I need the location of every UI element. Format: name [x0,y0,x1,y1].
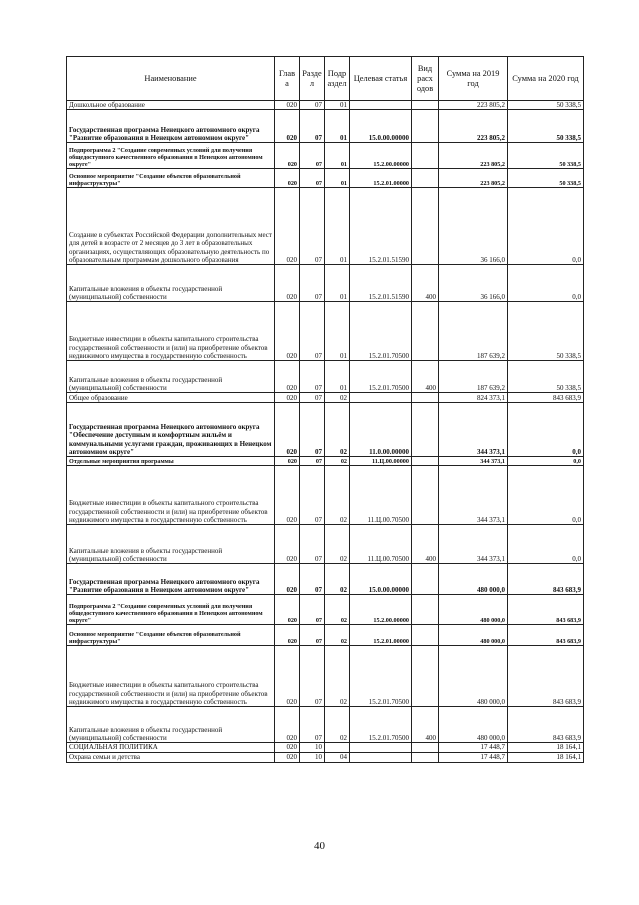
cell-podrazdel: 02 [325,403,350,457]
table-row [67,393,584,403]
cell-article: 15.0.00.00000 [350,564,412,595]
cell-sum-2019: 344 373,1 [439,466,508,525]
cell-glava: 020 [275,595,300,625]
table-row [67,752,584,762]
table-row [67,361,584,393]
cell-vid [412,595,439,625]
cell-podrazdel: 02 [325,707,350,743]
cell-name: Государственная программа Ненецкого автономного округа "Развитие образования в Ненецком автономном округе" [67,564,275,595]
cell-razdel: 07 [300,188,325,265]
cell-name: Капитальные вложения в объекты государственной (муниципальной) собственности [67,707,275,743]
cell-podrazdel: 02 [325,595,350,625]
cell-glava: 020 [275,466,300,525]
cell-sum-2019: 36 166,0 [439,188,508,265]
cell-article: 15.0.00.00000 [350,110,412,143]
cell-razdel: 10 [300,743,325,752]
cell-glava: 020 [275,265,300,302]
cell-article: 11.0.00.00000 [350,403,412,457]
table-row [67,188,584,265]
cell-sum-2019: 223 805,2 [439,110,508,143]
cell-razdel: 07 [300,101,325,110]
cell-sum-2019: 480 000,0 [439,595,508,625]
table-row [67,595,584,625]
cell-glava: 020 [275,707,300,743]
cell-razdel: 07 [300,143,325,169]
cell-sum-2019: 344 373,1 [439,457,508,466]
cell-sum-2020: 843 683,9 [508,625,584,646]
cell-vid [412,302,439,361]
cell-sum-2019: 480 000,0 [439,707,508,743]
cell-name: Основное мероприятие "Создание объектов образовательной инфраструктуры" [67,169,275,188]
cell-glava: 020 [275,752,300,762]
cell-sum-2020: 50 338,5 [508,302,584,361]
cell-name: Капитальные вложения в объекты государственной (муниципальной) собственности [67,525,275,564]
cell-razdel: 07 [300,361,325,393]
cell-sum-2020: 50 338,5 [508,361,584,393]
cell-glava: 020 [275,525,300,564]
cell-sum-2019: 344 373,1 [439,525,508,564]
cell-glava: 020 [275,143,300,169]
cell-name: Бюджетные инвестиции в объекты капитального строительства государственной собственности и (или) на приобретение объектов недвижимого имущества в государственную собственность [67,466,275,525]
cell-razdel: 07 [300,564,325,595]
header-sum-2019: Сумма на 2019 год [439,57,508,101]
cell-vid: 400 [412,525,439,564]
cell-article: 11.Ц.00.00000 [350,457,412,466]
header-glava: Глав а [275,57,300,101]
cell-vid [412,403,439,457]
cell-podrazdel: 02 [325,457,350,466]
cell-name: Подпрограмма 2 "Создание современных условий для получения общедоступного качественного образования в Ненецком автономном округе" [67,595,275,625]
cell-sum-2020: 0,0 [508,265,584,302]
cell-article: 11.Ц.00.70500 [350,525,412,564]
cell-sum-2019: 36 166,0 [439,265,508,302]
cell-article: 15.2.01.00000 [350,169,412,188]
cell-razdel: 07 [300,625,325,646]
cell-name: Охрана семьи и детства [67,752,275,762]
cell-razdel: 07 [300,466,325,525]
cell-vid [412,743,439,752]
cell-sum-2019: 223 805,2 [439,101,508,110]
table-row [67,457,584,466]
cell-sum-2019: 480 000,0 [439,646,508,707]
cell-razdel: 07 [300,525,325,564]
cell-sum-2020: 18 164,1 [508,752,584,762]
cell-razdel: 07 [300,393,325,403]
cell-article: 15.2.01.70500 [350,646,412,707]
table-row [67,265,584,302]
cell-razdel: 07 [300,110,325,143]
cell-sum-2019: 223 805,2 [439,169,508,188]
cell-article: 15.2.01.70500 [350,302,412,361]
header-razdel: Разде л [300,57,325,101]
cell-vid [412,752,439,762]
cell-sum-2020: 0,0 [508,466,584,525]
cell-vid: 400 [412,265,439,302]
cell-sum-2020: 0,0 [508,188,584,265]
cell-vid [412,466,439,525]
cell-razdel: 07 [300,646,325,707]
cell-glava: 020 [275,625,300,646]
cell-podrazdel: 02 [325,564,350,595]
cell-sum-2020: 18 164,1 [508,743,584,752]
table-row [67,743,584,752]
cell-name: Государственная программа Ненецкого автономного округа "Развитие образования в Ненецком автономном округе" [67,110,275,143]
cell-article: 15.2.01.51590 [350,188,412,265]
cell-sum-2019: 223 805,2 [439,143,508,169]
cell-glava: 020 [275,169,300,188]
table-row [67,525,584,564]
header-sum-2020: Сумма на 2020 год [508,57,584,101]
cell-podrazdel: 01 [325,302,350,361]
cell-vid [412,457,439,466]
cell-vid [412,646,439,707]
cell-razdel: 07 [300,169,325,188]
header-vid: Вид расх одов [412,57,439,101]
cell-vid: 400 [412,707,439,743]
cell-glava: 020 [275,110,300,143]
cell-sum-2019: 187 639,2 [439,361,508,393]
cell-article: 15.2.01.51590 [350,265,412,302]
cell-article: 15.2.01.70500 [350,707,412,743]
cell-glava: 020 [275,743,300,752]
cell-name: Бюджетные инвестиции в объекты капитального строительства государственной собственности и (или) на приобретение объектов недвижимого имущества в государственную собственность [67,302,275,361]
cell-razdel: 07 [300,595,325,625]
cell-sum-2019: 480 000,0 [439,625,508,646]
cell-podrazdel: 02 [325,525,350,564]
table-row [67,110,584,143]
budget-table [66,56,584,763]
table-row [67,101,584,110]
cell-glava: 020 [275,101,300,110]
header-name: Наименование [67,57,275,101]
cell-podrazdel: 02 [325,393,350,403]
cell-article: 15.2.01.70500 [350,361,412,393]
cell-name: Отдельные мероприятия программы [67,457,275,466]
cell-sum-2020: 50 338,5 [508,143,584,169]
table-row [67,646,584,707]
table-row [67,625,584,646]
cell-vid [412,393,439,403]
cell-name: Основное мероприятие "Создание объектов образовательной инфраструктуры" [67,625,275,646]
cell-podrazdel: 01 [325,361,350,393]
cell-name: Капитальные вложения в объекты государственной (муниципальной) собственности [67,361,275,393]
table-row [67,707,584,743]
cell-article [350,101,412,110]
cell-article: 11.Ц.00.70500 [350,466,412,525]
cell-glava: 020 [275,188,300,265]
cell-vid: 400 [412,361,439,393]
header-article: Целевая статья [350,57,412,101]
cell-name: Дошкольное образование [67,101,275,110]
cell-podrazdel: 01 [325,143,350,169]
cell-sum-2020: 843 683,9 [508,595,584,625]
page-number: 40 [314,840,325,852]
cell-vid [412,564,439,595]
cell-name: Создание в субъектах Российской Федерации дополнительных мест для детей в возрасте от 2 месяцев до 3 лет в образовательных организациях, осуществляющих образовательную деятельность по образовательным программам дошкольного образования [67,188,275,265]
cell-razdel: 07 [300,707,325,743]
cell-article [350,752,412,762]
cell-podrazdel: 01 [325,169,350,188]
cell-podrazdel: 02 [325,625,350,646]
header-podrazdel: Подр аздел [325,57,350,101]
cell-podrazdel: 01 [325,265,350,302]
cell-sum-2020: 0,0 [508,525,584,564]
cell-sum-2020: 0,0 [508,457,584,466]
cell-glava: 020 [275,302,300,361]
table-row [67,466,584,525]
cell-sum-2019: 824 373,1 [439,393,508,403]
cell-glava: 020 [275,361,300,393]
table-row [67,564,584,595]
cell-vid [412,143,439,169]
cell-podrazdel: 02 [325,466,350,525]
cell-sum-2020: 843 683,9 [508,646,584,707]
cell-podrazdel: 01 [325,188,350,265]
cell-sum-2020: 843 683,9 [508,564,584,595]
cell-glava: 020 [275,646,300,707]
cell-name: Общее образование [67,393,275,403]
table-row [67,169,584,188]
cell-vid [412,169,439,188]
table-row [67,403,584,457]
cell-article [350,743,412,752]
cell-podrazdel: 04 [325,752,350,762]
cell-razdel: 10 [300,752,325,762]
cell-podrazdel [325,743,350,752]
cell-name: СОЦИАЛЬНАЯ ПОЛИТИКА [67,743,275,752]
cell-podrazdel: 01 [325,110,350,143]
cell-sum-2019: 17 448,7 [439,752,508,762]
cell-razdel: 07 [300,403,325,457]
table-body [67,101,584,763]
table-header-row [67,57,584,101]
cell-name: Подпрограмма 2 "Создание современных условий для получения общедоступного качественного образования в Ненецком автономном округе" [67,143,275,169]
cell-article: 15.2.01.00000 [350,625,412,646]
cell-vid [412,101,439,110]
cell-article: 15.2.00.00000 [350,595,412,625]
cell-sum-2019: 187 639,2 [439,302,508,361]
cell-sum-2020: 50 338,5 [508,110,584,143]
cell-sum-2020: 843 683,9 [508,707,584,743]
table-row [67,143,584,169]
cell-razdel: 07 [300,265,325,302]
cell-razdel: 07 [300,302,325,361]
cell-sum-2019: 17 448,7 [439,743,508,752]
cell-vid [412,110,439,143]
cell-sum-2020: 0,0 [508,403,584,457]
cell-podrazdel: 02 [325,646,350,707]
cell-sum-2020: 50 338,5 [508,169,584,188]
cell-glava: 020 [275,393,300,403]
cell-vid [412,625,439,646]
cell-vid [412,188,439,265]
cell-name: Капитальные вложения в объекты государственной (муниципальной) собственности [67,265,275,302]
cell-sum-2019: 480 000,0 [439,564,508,595]
cell-name: Бюджетные инвестиции в объекты капитального строительства государственной собственности и (или) на приобретение объектов недвижимого имущества в государственную собственность [67,646,275,707]
table-row [67,302,584,361]
cell-sum-2020: 843 683,9 [508,393,584,403]
cell-glava: 020 [275,457,300,466]
cell-article [350,393,412,403]
cell-glava: 020 [275,403,300,457]
cell-glava: 020 [275,564,300,595]
cell-podrazdel: 01 [325,101,350,110]
cell-article: 15.2.00.00000 [350,143,412,169]
cell-sum-2020: 50 338,5 [508,101,584,110]
cell-sum-2019: 344 373,1 [439,403,508,457]
cell-name: Государственная программа Ненецкого автономного округа "Обеспечение доступным и комфортным жильём и коммунальными услугами граждан, проживающих в Ненецком автономном округе" [67,403,275,457]
cell-razdel: 07 [300,457,325,466]
